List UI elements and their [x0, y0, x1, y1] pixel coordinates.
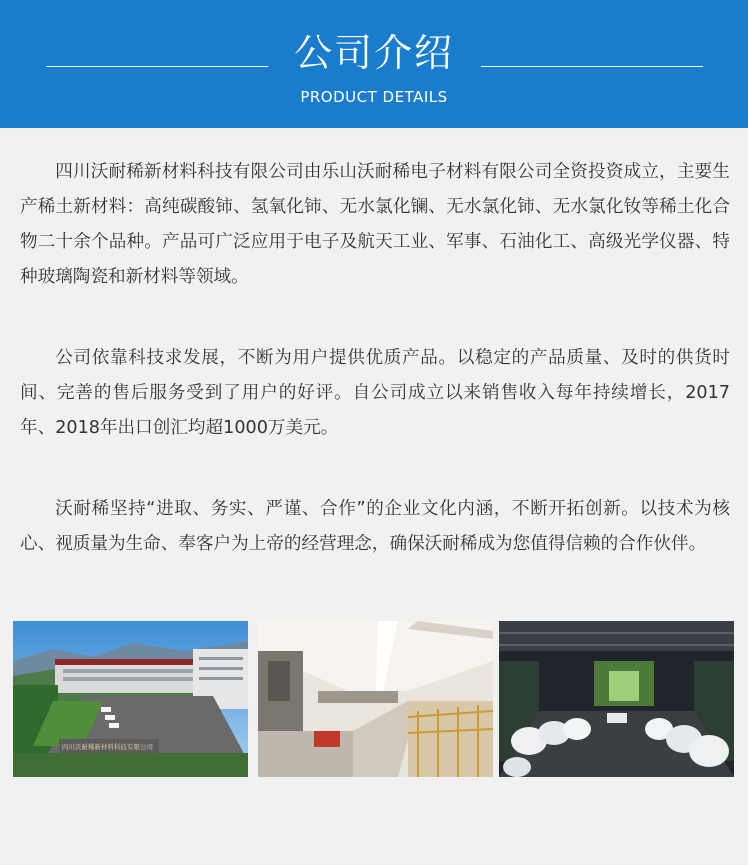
production-line-photo — [258, 621, 493, 777]
factory-exterior-photo — [13, 621, 248, 777]
factory-sign: 四川沃耐稀新材料科技有限公司 — [62, 743, 153, 751]
page-title: 公司介绍 — [293, 31, 454, 75]
page-subtitle: PRODUCT DETAILS — [300, 88, 448, 106]
header-banner — [0, 0, 748, 128]
intro-paragraph: 公司依靠科技求发展，不断为用户提供优质产品。以稳定的产品质量、及时的供货时间、完善的售后服务受到了用户的好评。自公司成立以来销售收入每年持续增长，2017年、2018年出口创汇均超1000万美元。 — [20, 348, 730, 438]
title-rule-right — [481, 66, 703, 67]
intro-text — [20, 155, 730, 608]
intro-paragraph: 四川沃耐稀新材料科技有限公司由乐山沃耐稀电子材料有限公司全资投资成立，主要生产稀土新材料：高纯碳酸铈、氢氧化铈、无水氯化镧、无水氯化铈、无水氯化钕等稀土化合物二十余个品种。产品可广泛应用于电子及航天工业、军事、石油化工、高级光学仪器、特种玻璃陶瓷和新材料等领域。 — [20, 162, 730, 287]
intro-paragraph: 沃耐稀坚持“进取、务实、严谨、合作”的企业文化内涵，不断开拓创新。以技术为核心、视质量为生命、奉客户为上帝的经营理念，确保沃耐稀成为您值得信赖的合作伙伴。 — [20, 499, 730, 554]
warehouse-photo — [499, 621, 734, 777]
